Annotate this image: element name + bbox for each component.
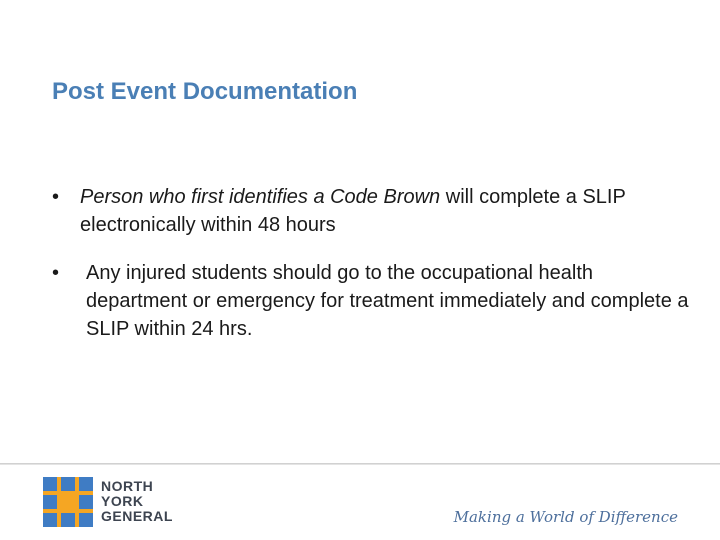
logo-wordmark	[101, 479, 173, 524]
logo-line: NORTH	[101, 478, 154, 494]
bullet-list	[52, 183, 692, 363]
bullet-marker: •	[52, 186, 60, 208]
bullet-item	[52, 259, 692, 343]
tagline: Making a World of Difference	[453, 508, 678, 526]
bullet-text: Any injured students should go to the occupational health department or emergency for treatment immediately and complete a SLIP within 24 hrs.	[86, 262, 689, 340]
footer-divider	[0, 463, 720, 465]
logo-line: YORK	[101, 493, 144, 509]
north-york-general-logo-icon	[43, 477, 93, 527]
logo-line: GENERAL	[101, 508, 173, 524]
bullet-marker: •	[52, 262, 60, 284]
bullet-italic-text: Person who first identifies a Code Brown	[80, 186, 441, 208]
bullet-text: will complete a SLIP electronically within 48 hours	[80, 186, 626, 236]
bullet-item	[52, 183, 692, 239]
slide-title: Post Event Documentation	[52, 78, 358, 105]
